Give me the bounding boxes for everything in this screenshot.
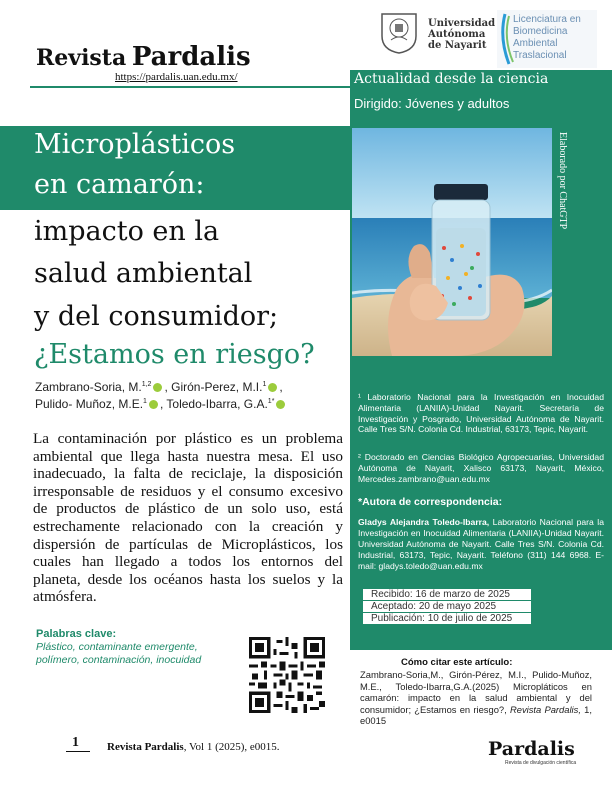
uan-line-3: de Nayarit	[428, 40, 487, 51]
cite-body: Zambrano-Soria,M., Girón-Pérez, M.I., Pulido-Muñoz, M.E., Toledo-Ibarra,G.A.(2025) Micropláticos en camarón: impacto en la salud ambiental y del consumidor; ¿Estamos en riesgo?,	[360, 669, 592, 715]
cite-text	[360, 669, 592, 727]
author-affiliation: 1	[262, 381, 267, 388]
lbat-line-1: Licenciatura en	[513, 14, 581, 25]
keywords-heading: Palabras clave:	[36, 628, 117, 640]
page-number: 1	[72, 735, 79, 750]
uan-seal-icon	[378, 10, 420, 54]
uan-line-1: Universidad	[428, 18, 496, 29]
uan-name	[428, 18, 495, 51]
title-line-2: en camarón:	[34, 169, 205, 200]
section-label: Actualidad desde la ciencia	[354, 71, 549, 87]
author-name: Zambrano-Soria, M.	[35, 380, 142, 394]
journal-brand	[36, 42, 251, 72]
uan-line-2: Autónoma	[428, 29, 486, 40]
author-name: Pulido- Muñoz, M.E.	[35, 397, 144, 411]
lbat-line-4: Traslacional	[513, 50, 567, 61]
author-affiliation: 1,2	[141, 381, 152, 388]
orcid-icon[interactable]	[268, 383, 277, 392]
microplastics-vial-photo	[352, 128, 552, 356]
footer-journal: Revista Pardalis	[107, 741, 184, 753]
title-line-6: ¿Estamos en riesgo?	[34, 339, 315, 370]
author-affiliation: 1*	[267, 398, 275, 405]
abstract-text: La contaminación por plástico es un problema ambiental que llega hasta nuestra mesa. El uso inadecuado, la falta de reciclaje, la disposición irresponsable de residuos y el consumo excesivo de productos de plástico de un solo uso, está estrechamente relacionado con la creación y dispersión de partículas de Microplásticos, los cuales han llegado a todos los entornos del planeta, desde los océanos hasta los suelos y la atmósfera.	[33, 430, 343, 606]
correspondence-heading: *Autora de correspondencia:	[358, 496, 503, 508]
authors-line-2	[35, 397, 287, 411]
orcid-icon[interactable]	[276, 400, 285, 409]
author-affiliation: 1	[143, 398, 147, 405]
qr-code-icon[interactable]	[249, 637, 325, 713]
lbat-name	[513, 14, 581, 62]
correspondence-text	[358, 517, 604, 572]
correspondence-name: Gladys Alejandra Toledo-Ibarra,	[358, 517, 490, 527]
orcid-icon[interactable]	[149, 400, 158, 409]
keywords-text: Plástico, contaminante emergente, polímero, contaminación, inocuidad	[36, 641, 202, 666]
title-line-4: salud ambiental	[34, 258, 253, 289]
title-line-3: impacto en la	[34, 216, 220, 247]
footer-tagline: Revista de divulgación científica	[505, 760, 577, 766]
header-divider	[30, 86, 350, 88]
received-date: Recibido: 16 de marzo de 2025	[363, 589, 531, 600]
journal-url-link[interactable]: https://pardalis.uan.edu.mx/	[115, 71, 238, 83]
cite-tail: 1, e0015	[360, 703, 592, 727]
authors-line-1: Zambrano-Soria, M.$^{1,2}$ , Girón-Perez, M.I.$^1$ ,	[35, 380, 283, 394]
cite-journal: Revista Pardalis,	[509, 703, 581, 715]
lbat-line-3: Ambiental	[513, 38, 558, 49]
footer-volume: , Vol 1 (2025), e0015.	[183, 741, 280, 753]
title-line-1: Microplásticos	[34, 129, 236, 160]
author-name: , Toledo-Ibarra, G.A.	[159, 397, 268, 411]
lbat-line-2: Biomedicina	[513, 26, 568, 37]
orcid-icon[interactable]	[153, 383, 162, 392]
published-date: Publicación: 10 de julio de 2025	[363, 613, 531, 624]
cite-heading: Cómo citar este artículo:	[401, 657, 513, 668]
correspondence-details: Laboratorio Nacional para la Investigación en Inocuidad Alimentaria (LANIIA)-Unidad Nayarit. Universidad Autónoma de Nayarit. Calle Tres S/N. Colonia Cd. Industrial, 63173, Tepic, Nayarit. Teléfono (311) 144 6968. E-mail: gladys.toledo@uan.edu.mx	[358, 517, 604, 571]
title-line-5: y del consumidor;	[34, 301, 279, 332]
affiliation-1: ¹ Laboratorio Nacional para la Investigación en Inocuidad Alimentaria (LANIIA)-Unidad Nayarit. Secretaría de Investigación y Posgrado, Universidad Autónoma de Nayarit. Calle Tres S/N. Colonia Cd. Industrial, 63173, Tepic, Nayarit.	[358, 392, 604, 435]
brand-pardalis: Pardalis	[131, 42, 251, 72]
footer-reference	[107, 741, 280, 753]
accepted-date: Aceptado: 20 de mayo 2025	[363, 601, 531, 612]
author-name: , Girón-Perez, M.I.	[164, 380, 263, 394]
photo-credit: Elaborado por ChatGTP	[557, 132, 568, 230]
affiliation-2: ² Doctorado en Ciencias Biológico Agropecuarias, Universidad Autónoma de Nayarit, Xalisco 63173, Nayarit, México, Mercedes.zambrano@uan.edu.mx	[358, 452, 604, 484]
page-number-rule	[66, 751, 90, 752]
audience-label: Dirigido: Jóvenes y adultos	[354, 96, 510, 111]
brand-revista: Revista	[36, 45, 127, 71]
footer-logo: Pardalis	[488, 738, 575, 760]
